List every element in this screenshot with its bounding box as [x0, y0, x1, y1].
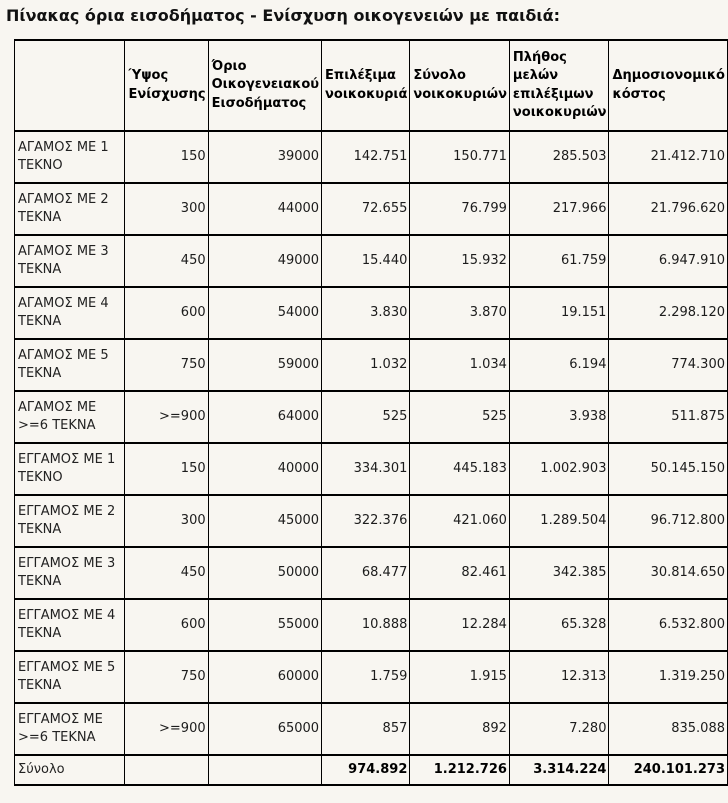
row-value: 750 — [125, 339, 208, 391]
row-value: 342.385 — [509, 547, 609, 599]
table-row — [15, 599, 728, 651]
row-value: 600 — [125, 287, 208, 339]
row-value: 750 — [125, 651, 208, 703]
row-value: 525 — [410, 391, 510, 443]
row-value: 68.477 — [322, 547, 410, 599]
row-value: 30.814.650 — [609, 547, 728, 599]
header-eligible-households: Επιλέξιμα νοικοκυριά — [322, 40, 410, 131]
row-value: 835.088 — [609, 703, 728, 755]
row-value: 300 — [125, 495, 208, 547]
total-value: 1.212.726 — [410, 755, 510, 785]
row-value: 6.194 — [509, 339, 609, 391]
table-row — [15, 235, 728, 287]
row-value: 1.034 — [410, 339, 510, 391]
header-category — [15, 40, 125, 131]
row-value: 76.799 — [410, 183, 510, 235]
table-row — [15, 703, 728, 755]
row-value: 61.759 — [509, 235, 609, 287]
row-value: 450 — [125, 547, 208, 599]
header-fiscal-cost: Δημοσιονομικό κόστος — [609, 40, 728, 131]
row-value: 600 — [125, 599, 208, 651]
total-row — [15, 755, 728, 785]
row-value: 285.503 — [509, 131, 609, 183]
row-value: 64000 — [208, 391, 321, 443]
row-value: 96.712.800 — [609, 495, 728, 547]
table-row — [15, 131, 728, 183]
row-value: 50000 — [208, 547, 321, 599]
row-value: 1.002.903 — [509, 443, 609, 495]
header-income-limit: Όριο Οικογενειακού Εισοδήματος — [208, 40, 321, 131]
row-value: 857 — [322, 703, 410, 755]
table-header — [15, 40, 728, 131]
row-value: 19.151 — [509, 287, 609, 339]
row-value: 50.145.150 — [609, 443, 728, 495]
row-value: 774.300 — [609, 339, 728, 391]
header-aid-amount: Ύψος Ενίσχυσης — [125, 40, 208, 131]
table-row — [15, 651, 728, 703]
row-value: 322.376 — [322, 495, 410, 547]
row-value: 3.830 — [322, 287, 410, 339]
row-value: 15.932 — [410, 235, 510, 287]
header-row — [15, 40, 728, 131]
row-value: 72.655 — [322, 183, 410, 235]
row-category: ΕΓΓΑΜΟΣ ΜΕ 1 ΤΕΚΝΟ — [15, 443, 125, 495]
row-value: 1.032 — [322, 339, 410, 391]
row-value: 511.875 — [609, 391, 728, 443]
row-value: 217.966 — [509, 183, 609, 235]
row-value: 59000 — [208, 339, 321, 391]
row-value: >=900 — [125, 391, 208, 443]
row-value: 1.319.250 — [609, 651, 728, 703]
row-category: ΑΓΑΜΟΣ ΜΕ >=6 ΤΕΚΝΑ — [15, 391, 125, 443]
row-value: 300 — [125, 183, 208, 235]
table-row — [15, 287, 728, 339]
total-value — [208, 755, 321, 785]
row-value: 39000 — [208, 131, 321, 183]
income-limits-table — [14, 39, 728, 786]
row-value: 55000 — [208, 599, 321, 651]
row-category: ΕΓΓΑΜΟΣ ΜΕ 5 ΤΕΚΝΑ — [15, 651, 125, 703]
row-category: ΕΓΓΑΜΟΣ ΜΕ 3 ΤΕΚΝΑ — [15, 547, 125, 599]
total-label: Σύνολο — [15, 755, 125, 785]
row-value: 1.915 — [410, 651, 510, 703]
row-category: ΑΓΑΜΟΣ ΜΕ 3 ΤΕΚΝΑ — [15, 235, 125, 287]
row-value: 3.938 — [509, 391, 609, 443]
table-footer — [15, 755, 728, 785]
row-value: 65000 — [208, 703, 321, 755]
row-value: 60000 — [208, 651, 321, 703]
row-value: 54000 — [208, 287, 321, 339]
row-value: 82.461 — [410, 547, 510, 599]
row-value: 45000 — [208, 495, 321, 547]
row-value: 44000 — [208, 183, 321, 235]
row-value: 15.440 — [322, 235, 410, 287]
row-category: ΑΓΑΜΟΣ ΜΕ 2 ΤΕΚΝΑ — [15, 183, 125, 235]
row-category: ΕΓΓΑΜΟΣ ΜΕ 2 ΤΕΚΝΑ — [15, 495, 125, 547]
row-category: ΕΓΓΑΜΟΣ ΜΕ >=6 ΤΕΚΝΑ — [15, 703, 125, 755]
table-row — [15, 391, 728, 443]
table-body — [15, 131, 728, 755]
row-value: 6.947.910 — [609, 235, 728, 287]
row-value: 40000 — [208, 443, 321, 495]
row-value: 49000 — [208, 235, 321, 287]
header-total-households: Σύνολο νοικοκυριών — [410, 40, 510, 131]
row-value: 21.412.710 — [609, 131, 728, 183]
row-value: 421.060 — [410, 495, 510, 547]
row-category: ΕΓΓΑΜΟΣ ΜΕ 4 ΤΕΚΝΑ — [15, 599, 125, 651]
table-row — [15, 443, 728, 495]
row-value: 1.759 — [322, 651, 410, 703]
row-value: 334.301 — [322, 443, 410, 495]
row-value: 6.532.800 — [609, 599, 728, 651]
row-value: 150 — [125, 131, 208, 183]
total-value: 3.314.224 — [509, 755, 609, 785]
row-value: 7.280 — [509, 703, 609, 755]
row-value: 65.328 — [509, 599, 609, 651]
table-row — [15, 547, 728, 599]
total-value — [125, 755, 208, 785]
row-value: 450 — [125, 235, 208, 287]
header-member-count: Πλήθος μελών επιλέξιμων νοικοκυριών — [509, 40, 609, 131]
row-category: ΑΓΑΜΟΣ ΜΕ 5 ΤΕΚΝΑ — [15, 339, 125, 391]
row-value: 3.870 — [410, 287, 510, 339]
row-value: 1.289.504 — [509, 495, 609, 547]
row-value: 150.771 — [410, 131, 510, 183]
row-value: 2.298.120 — [609, 287, 728, 339]
row-value: 892 — [410, 703, 510, 755]
row-value: 10.888 — [322, 599, 410, 651]
page-title: Πίνακας όρια εισοδήματος - Ενίσχυση οικογενειών με παιδιά: — [6, 6, 561, 25]
row-value: 150 — [125, 443, 208, 495]
row-value: 12.284 — [410, 599, 510, 651]
row-value: 142.751 — [322, 131, 410, 183]
table-row — [15, 183, 728, 235]
row-category: ΑΓΑΜΟΣ ΜΕ 4 ΤΕΚΝΑ — [15, 287, 125, 339]
total-value: 974.892 — [322, 755, 410, 785]
row-category: ΑΓΑΜΟΣ ΜΕ 1 ΤΕΚΝΟ — [15, 131, 125, 183]
row-value: >=900 — [125, 703, 208, 755]
row-value: 525 — [322, 391, 410, 443]
row-value: 21.796.620 — [609, 183, 728, 235]
row-value: 445.183 — [410, 443, 510, 495]
table-row — [15, 339, 728, 391]
total-value: 240.101.273 — [609, 755, 728, 785]
table-row — [15, 495, 728, 547]
row-value: 12.313 — [509, 651, 609, 703]
